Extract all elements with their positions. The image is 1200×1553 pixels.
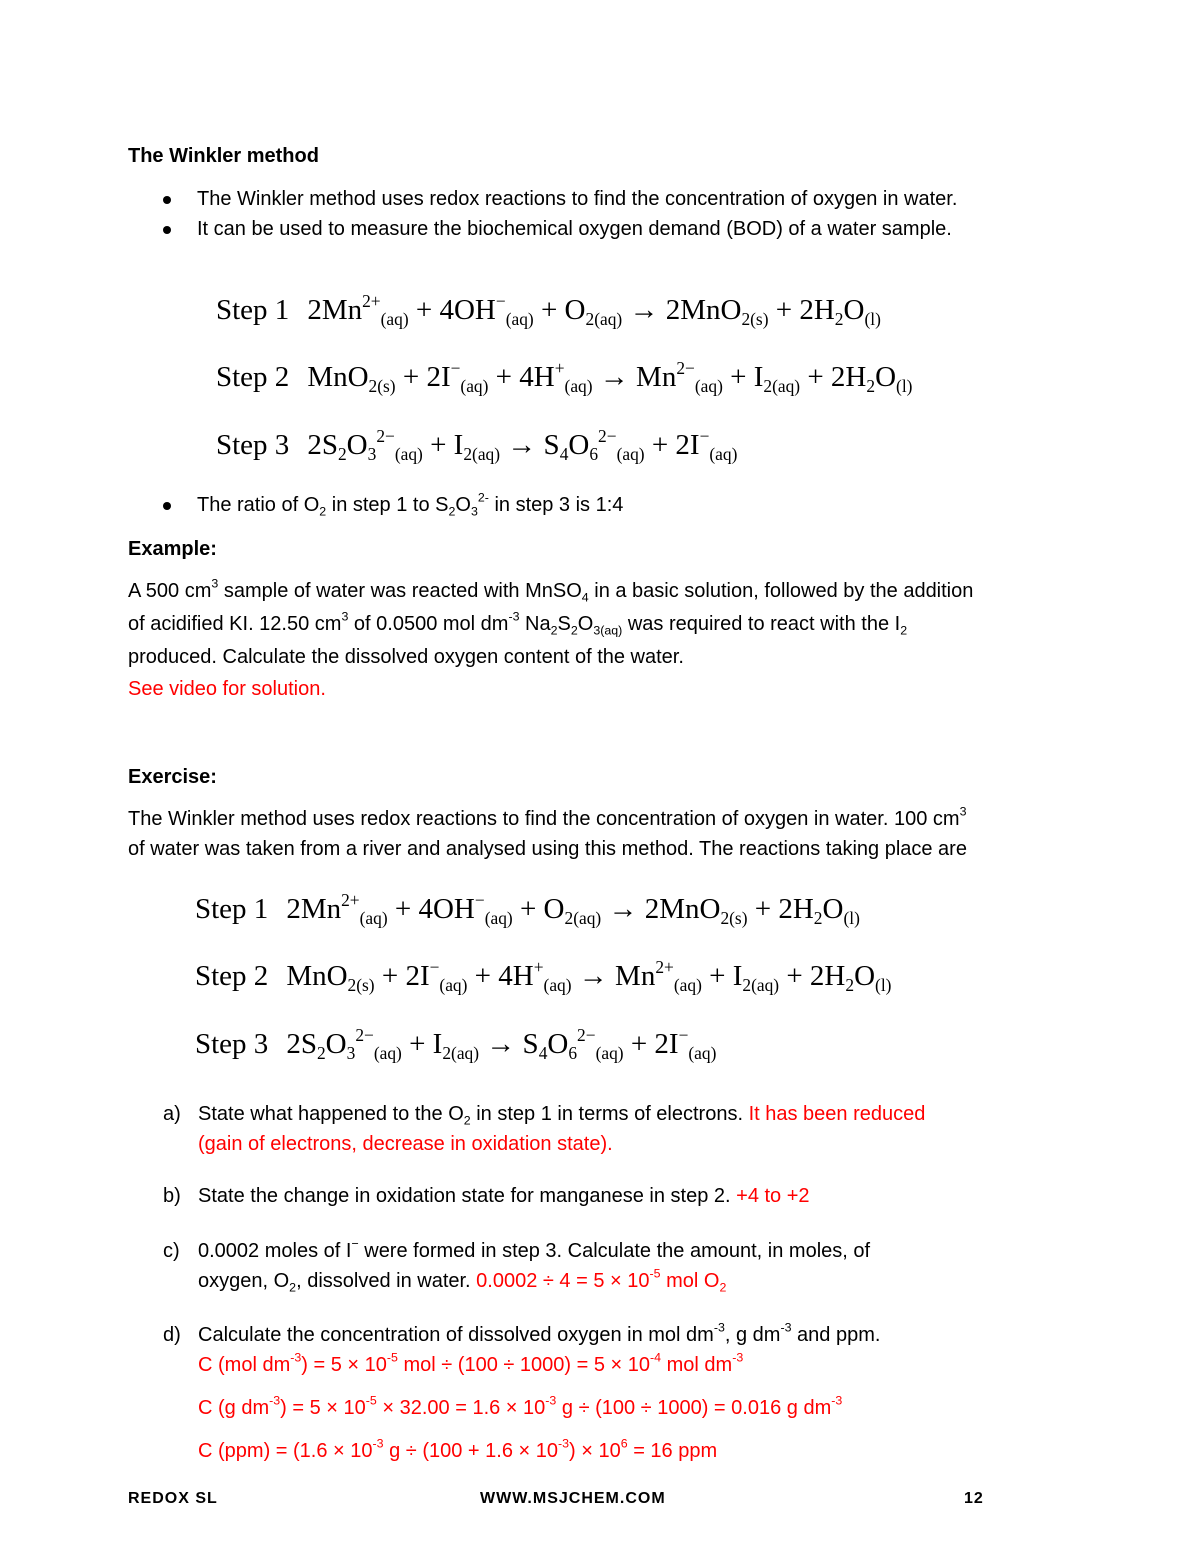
footer-website: WWW.MSJCHEM.COM: [480, 1490, 666, 1507]
page-number: 12: [964, 1490, 984, 1507]
answer-text: It has been reduced: [748, 1103, 926, 1125]
step-label: Step 3: [195, 1028, 269, 1060]
question-body: State what happened to the $O_2$ in step 1 in terms of electrons. It has been reduced (gain of electrons, decrease in oxidation state).: [198, 1099, 925, 1159]
bullet-icon: [163, 196, 171, 204]
answer-line-mol: C (mol $dm^{-3}) = 5 \times 10^{-5}$ mol ÷ $(100 \div 1000) = 5 \times 10^{-4}$ mol $dm^{-3}$: [198, 1350, 744, 1376]
example-paragraph: A 500 $cm^3$ sample of water was reacted with MnSO$_4$ in a basic solution, followed by the addition of acidified KI. 12.50 $cm^3$ of 0.0500 mol $dm^{-3}$ $Na_2S_2O_{3(aq)}$ was required to react with the $I_2$ produced. Calculate the dissolved oxygen content of the water. See video for solution.: [128, 575, 1088, 704]
answer-text: $0.0002 \div 4 = 5 \times 10^{-5}$ mol $O_2$: [476, 1266, 727, 1295]
bullet-text: The Winkler method uses redox reactions to find the concentration of oxygen in water.: [197, 188, 958, 210]
answer-line-ppm: C $(ppm) = (1.6 \times 10^{-3}$ $g \div (100 + 1.6 \times 10^{-3}) \times 10^6 = 16$ ppm: [198, 1436, 718, 1462]
question-label: d): [163, 1324, 181, 1346]
question-body: State the change in oxidation state for manganese in step 2. +4 to +2: [198, 1185, 810, 1207]
footer-left: REDOX SL: [128, 1490, 218, 1507]
see-video-note: See video for solution.: [128, 678, 326, 700]
example-heading: Example:: [128, 538, 217, 560]
step-label: Step 2: [216, 361, 290, 393]
question-label: b): [163, 1185, 181, 1207]
equation-step-1: Step 1 $2Mn^{2+}_{(aq)} + 4OH^-_{(aq)} + O_{2(aq)} \to 2MnO_{2(s)} + 2H_2O_{(l)}$: [195, 889, 860, 929]
step-label: Step 1: [216, 294, 290, 326]
bullet-icon: [163, 226, 171, 234]
question-label: c): [163, 1240, 180, 1262]
bullet-text: The ratio of $O_2$ in step 1 to $S_2O_3^{2-}$ in step 3 is 1:4: [197, 490, 624, 519]
question-label: a): [163, 1103, 181, 1125]
bullet-icon: [163, 502, 171, 510]
equation-step-1: Step 1 $2Mn^{2+}_{(aq)} + 4OH^-_{(aq)} + O_{2(aq)} \to 2MnO_{2(s)} + 2H_2O_{(l)}$: [216, 290, 881, 330]
exercise-heading: Exercise:: [128, 766, 217, 788]
exercise-paragraph: The Winkler method uses redox reactions to find the concentration of oxygen in water. 100 $cm^3$ of water was taken from a river and analysed using this method. The reactions taking place are: [128, 804, 967, 860]
section-title: The Winkler method: [128, 145, 319, 167]
step-label: Step 3: [216, 429, 290, 461]
answer-text: +4 to +2: [736, 1185, 810, 1207]
question-body: 0.0002 moles of I− were formed in step 3. Calculate the amount, in moles, of oxygen, $O_2$, dissolved in water. $0.0002 \div 4 = 5 \times 10^{-5}$ mol $O_2$: [198, 1236, 871, 1295]
bullet-text: It can be used to measure the biochemical oxygen demand (BOD) of a water sample.: [197, 218, 952, 240]
step-label: Step 1: [195, 893, 269, 925]
equation-step-3: Step 3 $2S_2O_3^{2-}_{(aq)} + I_{2(aq)} \to S_4O_6^{2-}_{(aq)} + 2I^-_{(aq)}$: [195, 1024, 717, 1064]
equation-step-2: Step 2 $MnO_{2(s)} + 2I^-_{(aq)} + 4H^+_{(aq)} \to Mn^{2+}_{(aq)} + I_{2(aq)} + 2H_2O_{(l)}$: [195, 956, 892, 996]
equation-step-3: Step 3 $2S_2O_3^{2-}_{(aq)} + I_{2(aq)} \to S_4O_6^{2-}_{(aq)} + 2I^-_{(aq)}$: [216, 425, 738, 465]
step-label: Step 2: [195, 960, 269, 992]
question-body: Calculate the concentration of dissolved oxygen in mol $dm^{-3}$, g $dm^{-3}$ and ppm. C (mol $dm^{-3}) = 5 \times 10^{-5}$ mol ÷ $(100 \div 1000) = 5 \times 10^{-4}$ mol $dm^{-3}$ C (g $dm^{-3}) = 5 \times 10^{-5} \times 32.00 = 1.6 \times 10^{-3}$ g ÷ (100 ÷ 1000) = 0.016 g $dm^{-3}$ C $(ppm) = (1.6 \times 10^{-3}$ $g \div (100 + 1.6 \times 10^{-3}) \times 10^6 = 16$ ppm: [198, 1320, 880, 1466]
answer-text: (gain of electrons, decrease in oxidation state).: [198, 1133, 613, 1155]
equation-step-2: Step 2 $MnO_{2(s)} + 2I^-_{(aq)} + 4H^+_{(aq)} \to Mn^{2-}_{(aq)} + I_{2(aq)} + 2H_2O_{(l)}$: [216, 357, 913, 397]
answer-line-g: C (g $dm^{-3}) = 5 \times 10^{-5} \times 32.00 = 1.6 \times 10^{-3}$ g ÷ (100 ÷ 1000) = 0.016 g $dm^{-3}$: [198, 1393, 843, 1419]
